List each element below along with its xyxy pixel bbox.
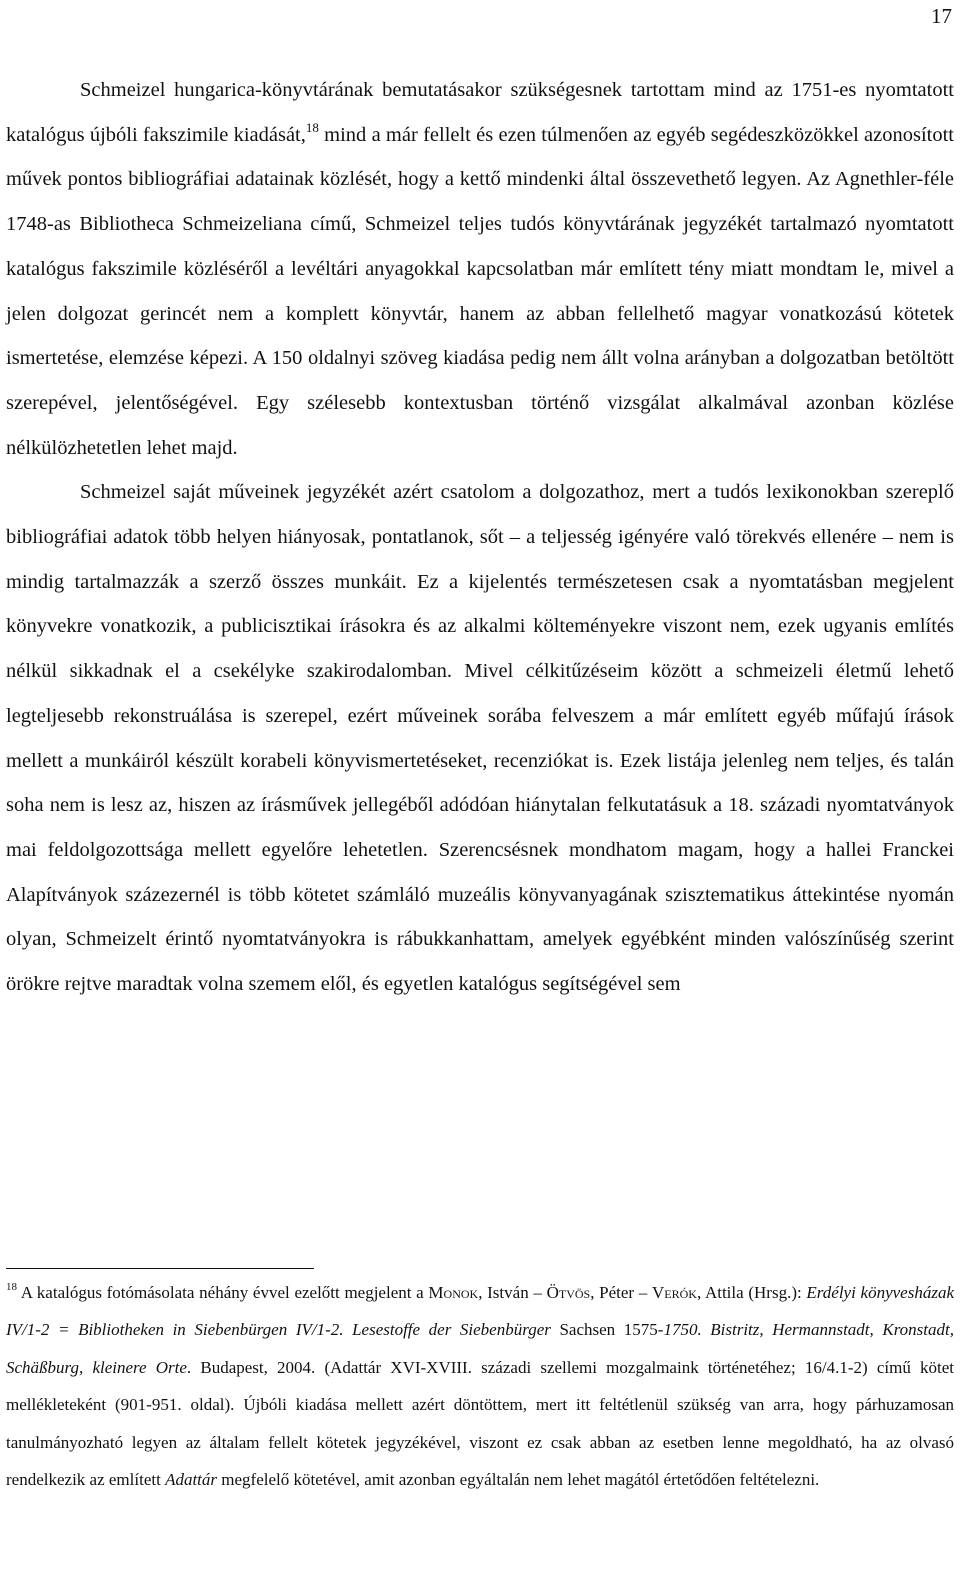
footnote-text-f: . Budapest, 2004. (Adattár XVI-XVIII. századi szellemi mozgalmaink történetéhez; 16/4.1-2) című kötet mellékleteként (901-951. oldal). Újbóli kiadása mellett azért döntöttem, mert itt feltétlenül szükség van arra, hogy párhuzamosan tanulmányozható legyen az általam fellelt kötetek jegyzékével, viszont ez csak abban az esetben lenne megoldható, ha az olvasó rendelkezik az említett — [6, 1357, 954, 1490]
footnote-text-g: megfelelő kötetével, amit azonban egyáltalán nem lehet magától értetődően feltételezni. — [217, 1470, 820, 1490]
footnote-text-a: A katalógus fotómásolata néhány évvel ezelőtt megjelent a — [17, 1283, 429, 1302]
footnotes — [6, 1274, 954, 1498]
footnote-text-c: , Péter – — [590, 1283, 652, 1302]
paragraph-2: Schmeizel saját műveinek jegyzékét azért csatolom a dolgozathoz, mert a tudós lexikonokban szereplő bibliográfiai adatok több helyen hiányosak, pontatlanok, sőt – a teljesség igényére való törekvés ellenére – nem is mindig tartalmazzák a szerző összes munkáit. Ez a kijelentés természetesen csak a nyomtatásban megjelent könyvekre vonatkozik, a publicisztikai írásokra és az alkalmi költeményekre viszont nem, ezek ugyanis említés nélkül sikkadnak el a csekélyke szakirodalomban. Mivel célkitűzéseim között a schmeizeli életmű lehető legteljesebb rekonstruálása is szerepel, ezért műveinek sorába felveszem a már említett egyéb műfajú írások mellett a munkáiról készült korabeli könyvismertetéseket, recenziókat is. Ezek listája jelenleg nem teljes, és talán soha nem is lesz az, hiszen az írásművek jellegéből adódóan hiánytalan felkutatásuk a 18. századi nyomtatványok mai feldolgozottsága mellett egyelőre lehetetlen. Szerencsésnek mondhatom magam, hogy a hallei Franckei Alapítványok százezernél is több kötetet számláló muzeális könyvanyagának szisztematikus áttekintése nyomán olyan, Schmeizelt érintő nyomtatványokra is rábukkanhattam, amelyek egyébként minden valószínűség szerint örökre rejtve maradtak volna szemem elől, és egyetlen katalógus segítségével sem — [6, 481, 954, 996]
footnote-number: 18 — [6, 1281, 17, 1293]
author-monok: Monok — [428, 1283, 479, 1302]
footnote-ref-18[interactable]: 18 — [305, 119, 319, 135]
book-title-1: Erdélyi könyvesházak IV/1-2 = Bibliotheken in Siebenbürgen IV/1-2. Lesestoffe der Siebenbürger — [6, 1283, 954, 1340]
footnote-text-d: , Attila (Hrsg.): — [696, 1283, 807, 1302]
paragraph-1-part-2: mind a már fellelt és ezen túlmenően az egyéb segédeszközökkel azonosított művek pontos bibliográfiai adatainak közlését, hogy a kettő mindenki által összevethető legyen. Az Agnethler-féle 1748-as Bibliotheca Schmeizeliana című, Schmeizel teljes tudós könyvtárának jegyzékét tartalmazó nyomtatott katalógus fakszimile közléséről a levéltári anyagokkal kapcsolatban már említett tény miatt mondtam le, mivel a jelen dolgozat gerincét nem a komplett könyvtár, hanem az abban fellelhető magyar vonatkozású kötetek ismertetése, elemzése képezi. A 150 oldalnyi szöveg kiadása pedig nem állt volna arányban a dolgozatban betöltött szerepével, jelentőségével. Egy szélesebb kontextusban történő vizsgálat alkalmával azonban közlése nélkülözhetetlen lehet majd. — [6, 123, 954, 459]
footnote-text-e: Sachsen 1575- — [550, 1320, 664, 1340]
main-text — [6, 68, 954, 1007]
page-number: 17 — [931, 4, 952, 28]
author-verok: Verók — [652, 1283, 697, 1302]
footnote-text-b: , István – — [478, 1283, 547, 1302]
book-title-2: 1750. Bistritz, Hermannstadt, Kronstadt, Schäßburg, kleinere Orte — [6, 1320, 954, 1377]
paragraph-1 — [6, 68, 954, 470]
adattar-title: Adattár — [165, 1470, 218, 1490]
footnote-separator — [6, 1268, 314, 1269]
paragraph-1-part-1: Schmeizel hungarica-könyvtárának bemutatásakor szükségesnek tartottam mind az 1751-es nyomtatott katalógus újbóli fakszimile kiadását, — [6, 79, 954, 146]
author-otvos: Ötvös — [546, 1283, 591, 1302]
footnote-18 — [6, 1274, 954, 1498]
